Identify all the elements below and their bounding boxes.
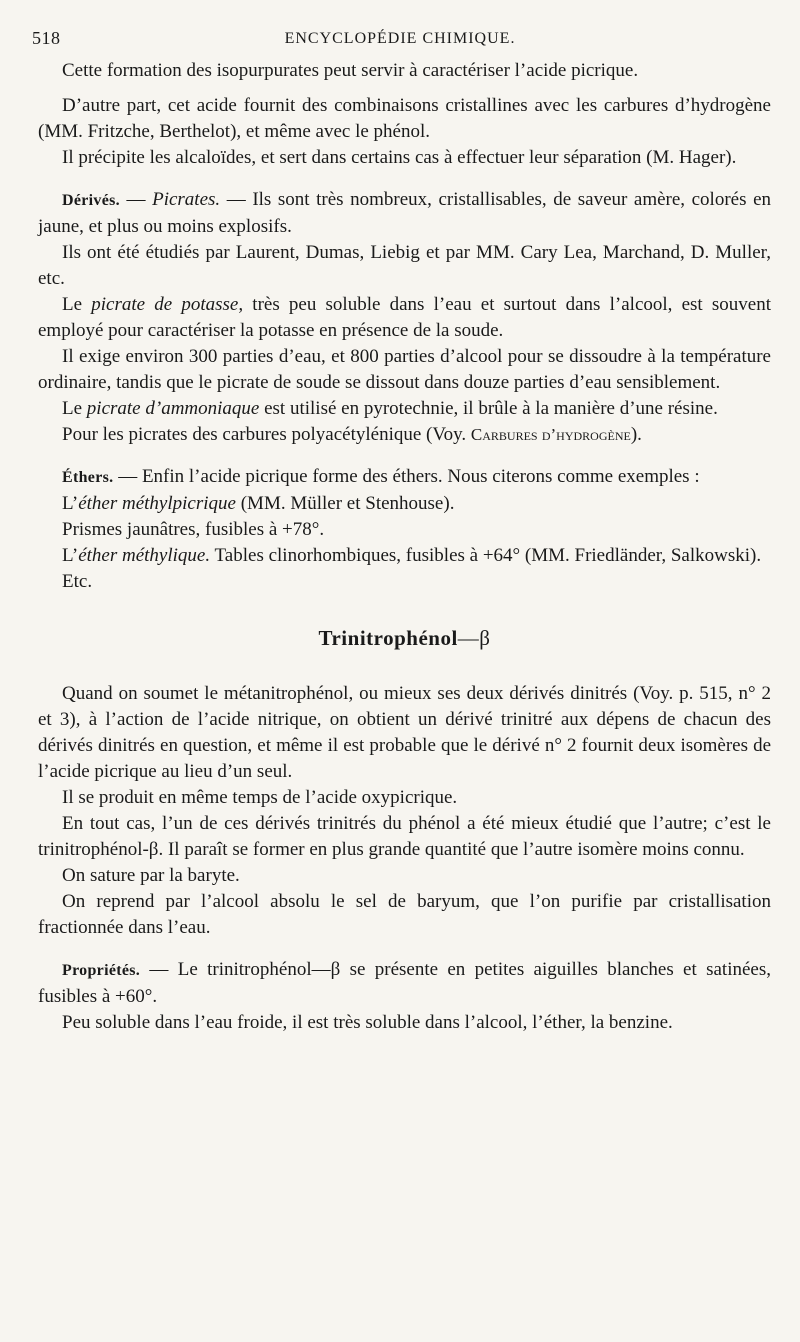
paragraph: Prismes jaunâtres, fusibles à +78°. bbox=[62, 519, 325, 540]
section-title-suffix: —β bbox=[457, 626, 491, 650]
paragraph bbox=[38, 396, 771, 422]
italic-term: éther méthylique. bbox=[78, 545, 211, 566]
paragraph: Il exige environ 300 parties d’eau, et 800 parties d’alcool pour se dissoudre à la température ordinaire, tandis que le picrate de soude se dissout dans douze parties d’eau sensiblement. bbox=[38, 346, 771, 393]
paragraph: On reprend par l’alcool absolu le sel de baryum, que l’on purifie par cristallisation fractionnée dans l’eau. bbox=[38, 891, 771, 938]
label-proprietes: Propriétés. bbox=[62, 962, 141, 979]
italic-term: picrate de potasse, bbox=[91, 294, 244, 315]
paragraph-text: Le bbox=[62, 398, 87, 419]
paragraph: D’autre part, cet acide fournit des combinaisons cristallines avec les carbures d’hydrogène (MM. Fritzche, Berthelot), et même avec le phénol. bbox=[38, 95, 771, 142]
label-derives: Dérivés. bbox=[62, 192, 120, 209]
paragraph-derives bbox=[38, 187, 771, 240]
page-number: 518 bbox=[32, 28, 61, 48]
paragraph: Peu soluble dans l’eau froide, il est très soluble dans l’alcool, l’éther, la benzine. bbox=[62, 1012, 673, 1033]
paragraph-ethers bbox=[38, 464, 771, 491]
paragraph bbox=[38, 543, 771, 569]
paragraph-text: L’ bbox=[62, 493, 79, 514]
page-body bbox=[38, 58, 771, 1036]
paragraph-text: Le bbox=[62, 294, 92, 315]
paragraph-text: — Enfin l’acide picrique forme des éthers. Nous citerons comme exemples : bbox=[113, 466, 700, 487]
paragraph-text: ). bbox=[630, 424, 642, 445]
paragraph-text: (MM. Müller et Stenhouse). bbox=[235, 493, 455, 514]
paragraph: Cette formation des isopurpurates peut servir à caractériser l’acide picrique. bbox=[62, 60, 639, 81]
paragraph: Il précipite les alcaloïdes, et sert dans certains cas à effectuer leur séparation (M. Hager). bbox=[62, 147, 737, 168]
paragraph-text: Tables clinorhombiques, fusibles à +64° (MM. Friedländer, Salkowski). bbox=[210, 545, 762, 566]
paragraph-text: très peu soluble dans l’eau et surtout dans l’alcool, est souvent employé pour caractériser la potasse en présence de la soude. bbox=[38, 294, 771, 341]
paragraph bbox=[38, 491, 771, 517]
paragraph: Quand on soumet le métanitrophénol, ou mieux ses deux dérivés dinitrés (Voy. p. 515, n° 2 et 3), à l’action de l’acide nitrique, on obtient un dérivé trinitré aux dépens de chacun des dérivés dinitrés en question, et même il est probable que le dérivé n° 2 fournit deux isomères de l’acide picrique au lieu d’un seul. bbox=[38, 683, 771, 782]
dash: — bbox=[119, 189, 153, 210]
label-ethers: Éthers. bbox=[62, 469, 114, 486]
italic-term: picrate d’ammoniaque bbox=[86, 398, 260, 419]
paragraph-text: Pour les picrates des carbures polyacétylénique (Voy. bbox=[62, 424, 471, 445]
paragraph: On sature par la baryte. bbox=[62, 865, 240, 886]
paragraph: En tout cas, l’un de ces dérivés trinitrés du phénol a été mieux étudié que l’autre; c’est le trinitrophénol-β. Il paraît se former en plus grande quantité que l’autre isomère moins connu. bbox=[38, 813, 771, 860]
paragraph: Il se produit en même temps de l’acide oxypicrique. bbox=[62, 787, 458, 808]
italic-term: éther méthylpicrique bbox=[78, 493, 236, 514]
italic-term: Picrates. bbox=[152, 189, 221, 210]
section-title-text: Trinitrophénol bbox=[318, 626, 458, 650]
paragraph bbox=[38, 292, 771, 344]
page-header bbox=[30, 28, 770, 56]
paragraph-text: — Ils sont très nombreux, cristallisables, de saveur amère, colorés en jaune, et plus ou moins explosifs. bbox=[38, 189, 771, 237]
running-title: ENCYCLOPÉDIE CHIMIQUE. bbox=[284, 30, 516, 47]
paragraph-text: est utilisé en pyrotechnie, il brûle à la manière d’une résine. bbox=[259, 398, 718, 419]
paragraph-proprietes bbox=[38, 957, 771, 1010]
paragraph-text: — Le trinitrophénol—β se présente en petites aiguilles blanches et satinées, fusibles à +60°. bbox=[38, 959, 771, 1007]
small-caps-term: Carbures d’hydrogène bbox=[470, 425, 631, 444]
section-title bbox=[38, 625, 771, 651]
paragraph bbox=[38, 422, 771, 448]
paragraph: Ils ont été étudiés par Laurent, Dumas, Liebig et par MM. Cary Lea, Marchand, D. Muller, etc. bbox=[38, 242, 771, 289]
paragraph: Etc. bbox=[62, 571, 93, 592]
paragraph-text: L’ bbox=[62, 545, 79, 566]
